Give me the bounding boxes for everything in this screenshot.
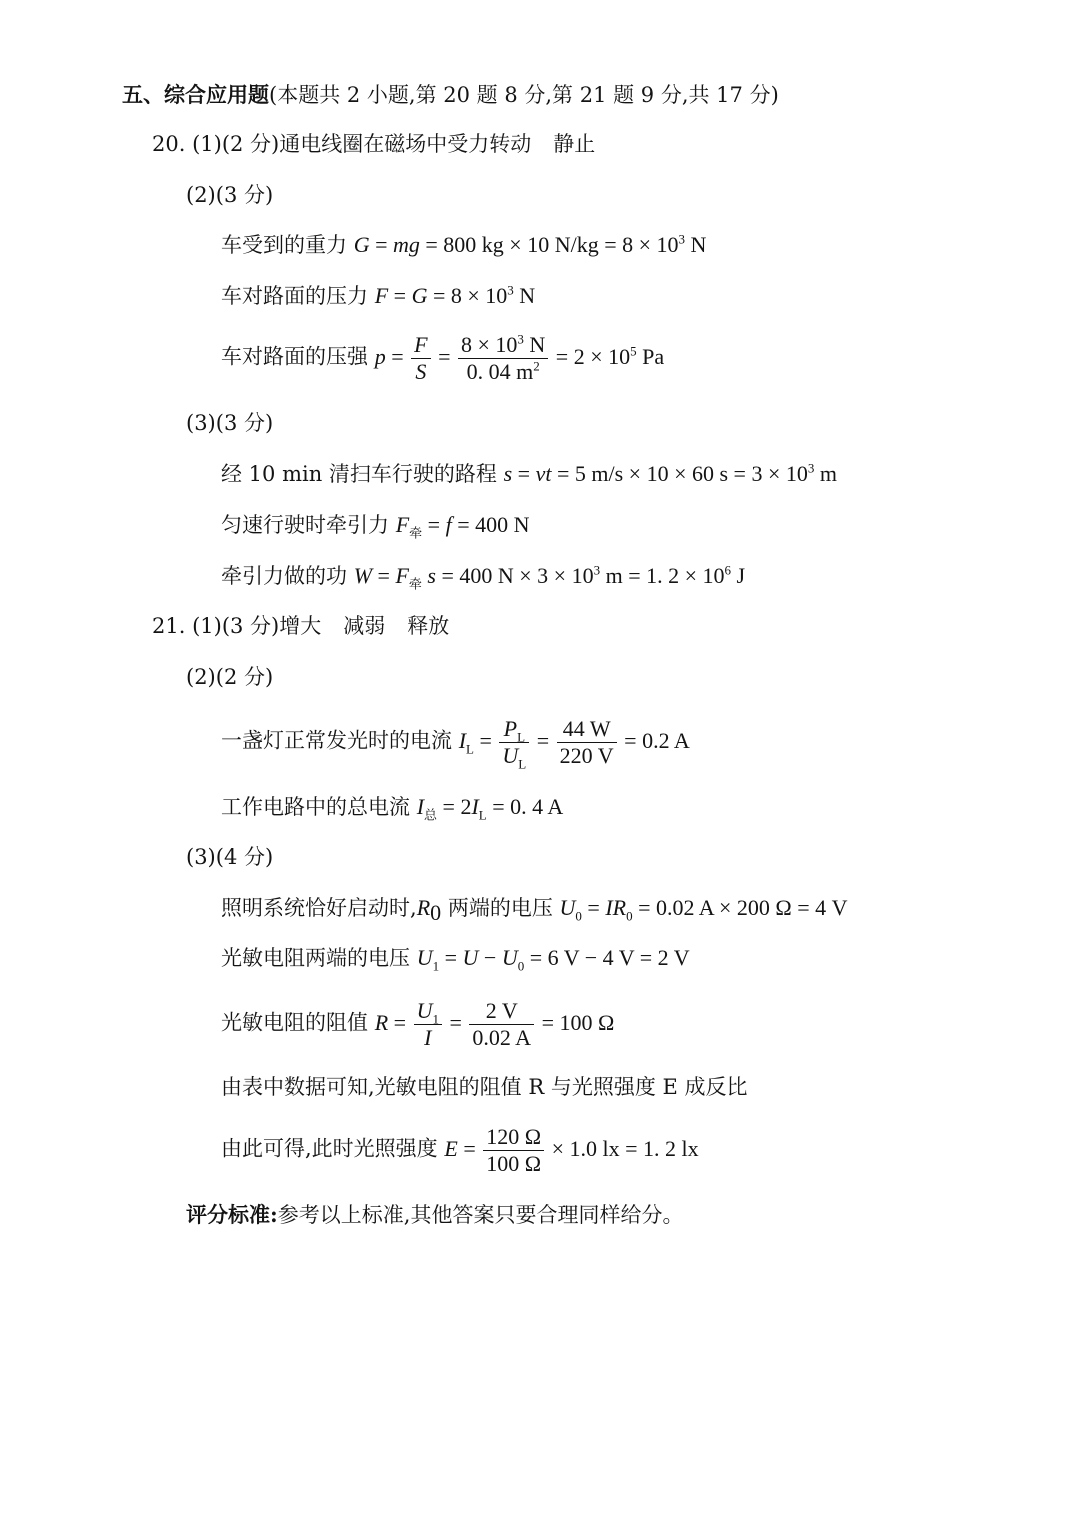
q21-final-line	[221, 1126, 699, 1175]
q21-part1-answer-c: 释放	[407, 614, 450, 638]
q21-photo-resistance-formula: R = $\frac{U_1}{I}$ = $\frac{2 V}{0.02 A}$ = 100 Ω	[374, 998, 615, 1050]
q20-traction-text: 匀速行驶时牵引力	[221, 513, 389, 537]
q20-distance-text: 经 10 min 清扫车行驶的路程	[221, 462, 497, 486]
fraction: $\frac{P_L}{U_L}$	[499, 718, 529, 767]
q20-gravity-text: 车受到的重力	[221, 233, 347, 257]
q20-force-line	[221, 282, 536, 308]
q21-table-line: 由表中数据可知,光敏电阻的阻值 R 与光照强度 E 成反比	[221, 1075, 748, 1099]
q21-photo-voltage-formula: $U_1 = U - U_0 = 6$ V − 4 V = 2 V	[416, 945, 690, 974]
q21-total-text: 工作电路中的总电流	[221, 795, 410, 819]
q20-gravity-line	[221, 231, 707, 257]
q20-part2-label: (2)(3 分)	[186, 183, 274, 207]
q21-total-line	[221, 794, 564, 823]
q20-work-formula: $W = F_牵$ s = 400 $N \times 3 \times 10^3$ m = 1. $2 \times 10^6$ J	[353, 562, 746, 592]
q21-part1-answer-a: 增大	[279, 614, 322, 638]
q21-final-formula: E = $\frac{120 \Omega}{100 \Omega}$ × 1.0 lx = 1. 2 lx	[444, 1124, 699, 1176]
section-title: 五、综合应用题	[122, 82, 269, 107]
q20-part1-answer-b: 静止	[553, 132, 596, 156]
grading-label: 评分标准:	[186, 1202, 278, 1227]
q20-work-text: 牵引力做的功	[221, 564, 347, 588]
q21-part2-label: (2)(2 分)	[186, 665, 274, 689]
q20-force-text: 车对路面的压力	[221, 284, 368, 308]
q21-start-line: 照明系统恰好启动时$,R_0$ 两端的电压 $U_0 = IR_0 = 0.02$ A × 200 Ω = 4 V	[221, 895, 848, 926]
q20-pressure-line	[221, 331, 665, 384]
q20-pressure-text: 车对路面的压强	[221, 344, 368, 369]
grading-text: 参考以上标准,其他答案只要合理同样给分。	[277, 1203, 684, 1227]
q21-lamp-line	[221, 716, 690, 772]
grading-note	[186, 1204, 683, 1226]
q20-force-formula: $F = G = 8 \times 10^3$ N	[374, 282, 536, 308]
q20-work-line	[221, 562, 746, 592]
fraction: $\frac{F}{S}$	[411, 334, 430, 383]
fraction: $\frac{8 \times 10^3 N}{0. 04 m^2}$	[458, 334, 548, 383]
q21-photo-resistance-text: 光敏电阻的阻值	[221, 1010, 368, 1035]
section-heading	[122, 84, 779, 106]
q20-pressure-formula: p = $\frac{F}{S}$ = $\frac{8 \times 10^3 N}{0. 04 m^2}$ = $2 \times 10^5$ Pa	[374, 331, 665, 384]
q21-photo-voltage-text: 光敏电阻两端的电压	[221, 946, 410, 970]
q20-part3-label: (3)(3 分)	[186, 411, 274, 435]
q21-part1-prefix: 21. (1)(3 分)	[152, 614, 280, 638]
q20-traction-line	[221, 512, 530, 541]
q21-photo-resistance-line	[221, 1000, 614, 1049]
q21-start-formula: $U_0 = IR_0 = 0.02$ A × 200 Ω = 4 V	[559, 895, 848, 924]
q20-distance-line	[221, 460, 837, 486]
q21-part1-answer-b: 减弱	[343, 614, 386, 638]
q21-part1	[152, 616, 449, 637]
fraction: $\frac{2 V}{0.02 A}$	[469, 1000, 534, 1049]
fraction: $\frac{U_1}{I}$	[414, 1000, 442, 1049]
section-note: (本题共 2 小题,第 20 题 8 分,第 21 题 9 分,共 17 分)	[269, 83, 779, 107]
q20-traction-formula: $F_牵 = f = 400$ N	[395, 512, 530, 541]
q21-start-text2: 两端的电压	[447, 896, 553, 920]
q21-lamp-formula: $I_L$ = $\frac{P_L}{U_L}$ = $\frac{44 W}{220 V}$ = 0.2 A	[458, 716, 690, 772]
q20-gravity-formula: G = mg = 800 kg × 10 $N/kg = 8 \times 10^3$ N	[353, 231, 707, 257]
q21-final-text: 由此可得,此时光照强度	[221, 1136, 438, 1161]
q21-photo-voltage-line	[221, 945, 690, 974]
fraction: $\frac{120 \Omega}{100 \Omega}$	[483, 1126, 544, 1175]
q20-part1	[152, 134, 595, 155]
q21-total-formula: $I_总 = 2I_L = 0$. 4 A	[416, 794, 564, 823]
q20-part1-answer-a: 通电线圈在磁场中受力转动	[279, 132, 532, 156]
q21-part3-label: (3)(4 分)	[186, 845, 274, 869]
q20-part1-prefix: 20. (1)(2 分)	[152, 132, 280, 156]
q21-lamp-text: 一盏灯正常发光时的电流	[221, 728, 452, 753]
q21-start-text: 照明系统恰好启动时,	[221, 896, 417, 920]
fraction: $\frac{44 W}{220 V}$	[557, 718, 617, 767]
q20-distance-formula: s = vt = 5 m/s × 10 × 60 $s = 3 \times 10^3$ m	[503, 460, 837, 486]
